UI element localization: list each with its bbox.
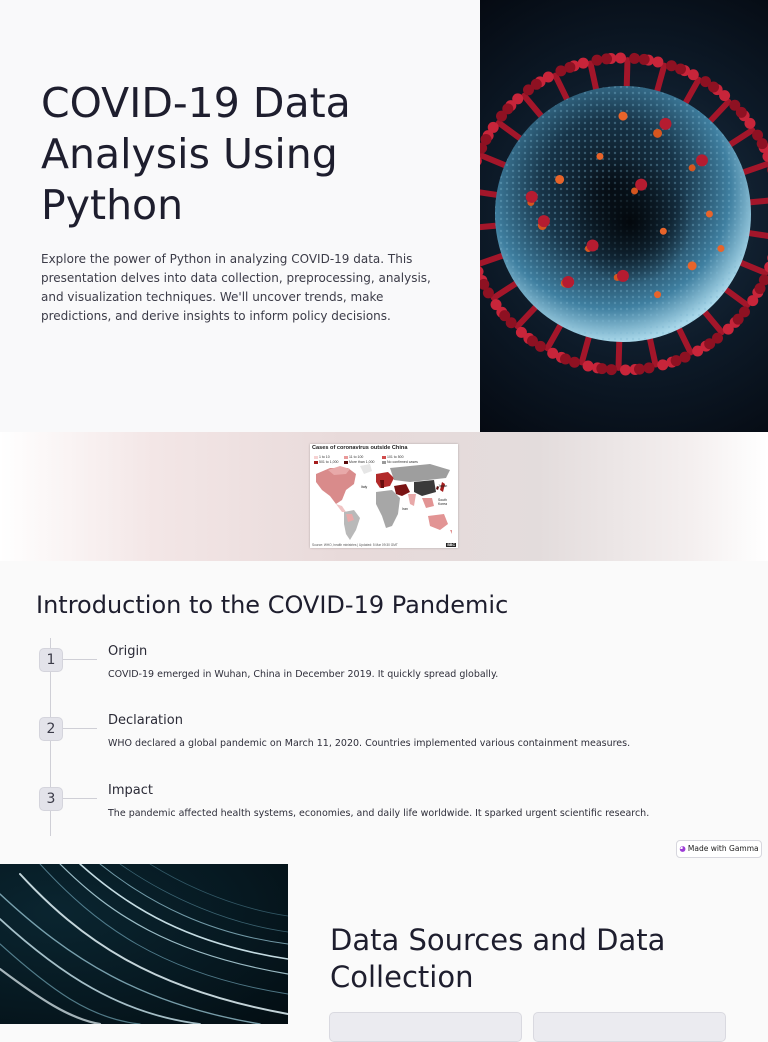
badge-label: Made with Gamma <box>687 844 759 853</box>
map-label: South Korea <box>438 498 448 506</box>
timeline-connector <box>63 798 97 799</box>
covid-map-image <box>310 444 458 548</box>
legend-item: 11 to 100 <box>344 455 363 459</box>
bbc-logo: BBC <box>447 543 455 547</box>
map-source: Source: WHO, health ministries | Updated: 5 Mar 09:30 GMT <box>312 543 398 547</box>
light-streaks-illustration-icon <box>0 864 288 1024</box>
timeline-text: COVID-19 emerged in Wuhan, China in December 2019. It quickly spread globally. <box>108 669 499 680</box>
section-title: Data Sources and Data Collection <box>330 923 666 994</box>
map-label: Iran <box>402 507 408 511</box>
timeline-heading: Impact <box>108 783 153 798</box>
legend-item: No confirmed cases <box>382 460 418 464</box>
map-band <box>0 432 768 561</box>
step-number-badge: 3 <box>39 787 63 811</box>
intro-paragraph: Explore the power of Python in analyzing COVID-19 data. This presentation delves into data collection, preprocessing, analysis, and visualization techniques. We'll uncover trends, make predictions, and derive insights to inform policy decisions. <box>41 252 431 323</box>
timeline-heading: Origin <box>108 644 148 659</box>
legend-item: 501 to 1,000 <box>314 460 338 464</box>
timeline-item <box>0 713 768 767</box>
coronavirus-image <box>480 0 768 432</box>
map-label: Italy <box>361 485 368 489</box>
step-number-badge: 1 <box>39 648 63 672</box>
timeline-text: The pandemic affected health systems, economies, and daily life worldwide. It sparked urgent scientific research. <box>108 808 650 819</box>
legend-item: More than 1,000 <box>344 460 375 464</box>
page-title: COVID-19 Data Analysis Using Python <box>41 79 351 229</box>
slide-introduction <box>0 561 768 864</box>
timeline-item <box>0 644 768 698</box>
data-source-card <box>329 1012 522 1042</box>
legend-item: 101 to 500 <box>382 455 404 459</box>
legend-item: 1 to 10 <box>314 455 330 459</box>
timeline-connector <box>63 728 97 729</box>
slide-data-sources <box>0 864 768 1024</box>
data-source-card <box>533 1012 726 1042</box>
step-number-badge: 2 <box>39 717 63 741</box>
map-title: Cases of coronavirus outside China <box>312 445 408 451</box>
made-with-gamma-badge[interactable] <box>676 840 762 858</box>
gamma-logo-icon: ◕ <box>679 844 686 853</box>
slide-title <box>0 0 768 432</box>
world-map-icon <box>310 444 458 548</box>
coronavirus-illustration-icon <box>480 0 768 432</box>
timeline-item <box>0 783 768 837</box>
timeline-text: WHO declared a global pandemic on March 11, 2020. Countries implemented various containment measures. <box>108 738 631 749</box>
section-title: Introduction to the COVID-19 Pandemic <box>36 591 509 619</box>
map-label: Japan <box>438 484 448 488</box>
light-streaks-image <box>0 864 288 1024</box>
timeline-heading: Declaration <box>108 713 183 728</box>
timeline-connector <box>63 659 97 660</box>
